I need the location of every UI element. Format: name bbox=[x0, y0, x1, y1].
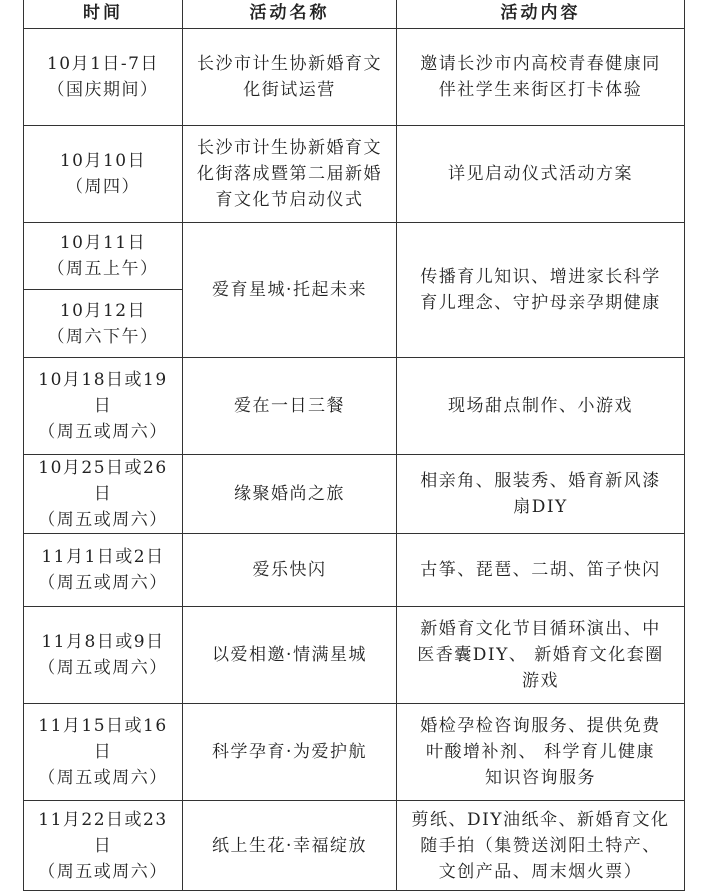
time-text: 10月25日或26日 bbox=[38, 458, 168, 504]
activity-name-text: 长沙市计生协新婚育文 bbox=[197, 54, 382, 74]
activity-name-text: 育文化节启动仪式 bbox=[215, 190, 364, 210]
activity-name-cell bbox=[183, 126, 397, 223]
time-cell bbox=[24, 126, 183, 223]
header-activity-content: 活动内容 bbox=[397, 0, 685, 29]
table-row bbox=[24, 607, 685, 704]
activity-name-cell bbox=[183, 534, 397, 607]
time-cell bbox=[24, 455, 183, 534]
activity-name-cell bbox=[183, 607, 397, 704]
activity-content-text: 扇DIY bbox=[513, 497, 568, 517]
activity-content-cell bbox=[397, 607, 685, 704]
activity-name-text: 爱在一日三餐 bbox=[234, 396, 345, 416]
activity-content-text: 详见启动仪式活动方案 bbox=[448, 164, 633, 184]
time-text: （周五或周六） bbox=[38, 573, 168, 593]
time-text: （周五或周六） bbox=[38, 510, 168, 530]
time-cell bbox=[24, 607, 183, 704]
activity-name-cell bbox=[183, 455, 397, 534]
activity-content-text: 医香囊DIY、 新婚育文化套圈 bbox=[417, 645, 664, 665]
time-cell bbox=[24, 358, 183, 455]
time-text: （周五或周六） bbox=[38, 861, 168, 882]
activity-name-text: 缘聚婚尚之旅 bbox=[234, 484, 345, 504]
activity-name-text: 化街试运营 bbox=[243, 80, 336, 100]
activity-schedule-table bbox=[23, 0, 685, 891]
time-text: （周五或周六） bbox=[38, 768, 168, 788]
activity-name-text: 以爱相邀·情满星城 bbox=[212, 645, 367, 665]
table-row bbox=[24, 704, 685, 801]
time-text: 11月8日或9日 bbox=[41, 632, 165, 652]
header-activity-name: 活动名称 bbox=[183, 0, 397, 29]
time-text: 10月12日 bbox=[59, 300, 147, 321]
time-cell bbox=[24, 704, 183, 801]
activity-content-text: 新婚育文化节目循环演出、中 bbox=[420, 619, 661, 639]
activity-content-text: 剪纸、DIY油纸伞、新婚育文化 bbox=[411, 809, 670, 830]
time-cell bbox=[24, 801, 183, 891]
activity-name-cell bbox=[183, 704, 397, 801]
time-text: （周五或周六） bbox=[38, 422, 168, 442]
time-text: 11月15日或16日 bbox=[38, 716, 168, 762]
activity-content-text: 游戏 bbox=[522, 671, 559, 691]
activity-content-text: 古筝、琵琶、二胡、笛子快闪 bbox=[420, 560, 661, 580]
time-text: （国庆期间） bbox=[47, 80, 159, 100]
activity-content-cell bbox=[397, 223, 685, 358]
time-cell bbox=[24, 29, 183, 126]
activity-content-cell bbox=[397, 126, 685, 223]
activity-name-cell bbox=[183, 223, 397, 358]
time-text: 10月11日 bbox=[59, 233, 147, 253]
time-text: （周六下午） bbox=[47, 326, 159, 347]
table-row bbox=[24, 455, 685, 534]
time-cell bbox=[24, 223, 183, 290]
activity-content-text: 婚检孕检咨询服务、提供免费 bbox=[420, 716, 661, 736]
activity-name-text: 化街落成暨第二届新婚 bbox=[197, 164, 382, 184]
activity-content-text: 随手拍（集赞送浏阳土特产、 bbox=[420, 835, 661, 856]
table-row bbox=[24, 358, 685, 455]
activity-content-text: 文创产品、周末烟火票） bbox=[438, 861, 643, 882]
activity-content-text: 伴社学生来街区打卡体验 bbox=[438, 80, 643, 100]
time-text: 10月18日或19日 bbox=[38, 370, 168, 416]
activity-name-text: 科学孕育·为爱护航 bbox=[212, 742, 367, 762]
activity-content-cell bbox=[397, 704, 685, 801]
activity-content-text: 传播育儿知识、增进家长科学 bbox=[420, 267, 661, 287]
activity-content-cell bbox=[397, 534, 685, 607]
activity-name-text: 长沙市计生协新婚育文 bbox=[197, 138, 382, 158]
activity-name-cell bbox=[183, 29, 397, 126]
time-text: （周五上午） bbox=[47, 259, 159, 279]
time-cell bbox=[24, 290, 183, 358]
activity-content-cell bbox=[397, 358, 685, 455]
activity-content-text: 知识咨询服务 bbox=[485, 768, 596, 788]
time-cell bbox=[24, 534, 183, 607]
header-time: 时间 bbox=[24, 0, 183, 29]
activity-content-cell bbox=[397, 29, 685, 126]
activity-content-cell bbox=[397, 455, 685, 534]
activity-name-cell bbox=[183, 801, 397, 891]
activity-content-text: 叶酸增补剂、 科学育儿健康 bbox=[426, 742, 655, 762]
time-text: 10月10日 bbox=[59, 151, 147, 171]
activity-content-text: 邀请长沙市内高校青春健康同 bbox=[420, 54, 661, 74]
table-row bbox=[24, 223, 685, 290]
table-row bbox=[24, 29, 685, 126]
activity-content-cell bbox=[397, 801, 685, 891]
activity-name-text: 爱育星城·托起未来 bbox=[212, 280, 367, 300]
activity-name-text: 纸上生花·幸福绽放 bbox=[212, 835, 367, 856]
time-text: 11月22日或23日 bbox=[38, 809, 168, 856]
table-row bbox=[24, 534, 685, 607]
activity-name-text: 爱乐快闪 bbox=[252, 560, 327, 580]
time-text: （周五或周六） bbox=[38, 658, 168, 678]
activity-content-text: 现场甜点制作、小游戏 bbox=[448, 396, 633, 416]
table-header-row bbox=[24, 0, 685, 29]
time-text: （周四） bbox=[66, 177, 140, 197]
table-row bbox=[24, 126, 685, 223]
activity-content-text: 育儿理念、守护母亲孕期健康 bbox=[420, 293, 661, 313]
table-row bbox=[24, 801, 685, 891]
activity-name-cell bbox=[183, 358, 397, 455]
time-text: 11月1日或2日 bbox=[41, 547, 165, 567]
time-text: 10月1日-7日 bbox=[46, 54, 159, 74]
activity-content-text: 相亲角、服装秀、婚育新风漆 bbox=[420, 471, 661, 491]
